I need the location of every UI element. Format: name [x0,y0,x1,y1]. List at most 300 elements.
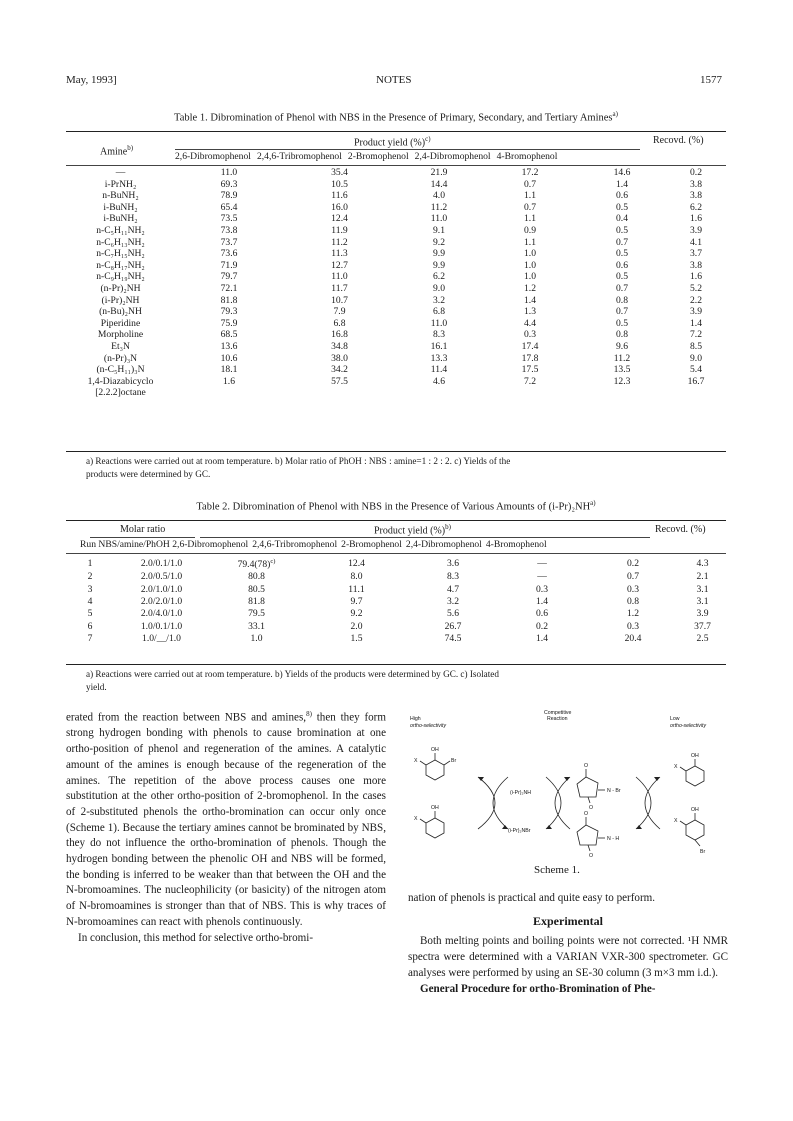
value-cell: 11.9 [331,224,348,236]
value-cell: 4.1 [690,236,702,248]
value-cell: 73.6 [220,248,238,260]
amine-cell: (n-Pr)₂NH [100,282,141,294]
scheme-label-bromoamine: (i-Pr)₂NBr [508,828,531,834]
table1-footnotes: a) Reactions were carried out at room temperature. b) Molar ratio of PhOH : NBS : amine=1 : 2 : 2. c) Yields of the products were determined by GC. [86,456,511,479]
scheme-label-oh-3: OH [691,753,699,759]
value-cell: 1.2 [627,608,639,620]
ratio-cell: 2.0/0.5/1.0 [140,571,183,583]
value-cell: 3.9 [690,224,702,236]
value-cell: 0.5 [616,248,628,260]
table-row [66,571,726,583]
value-cell: 34.8 [331,340,348,352]
value-cell: — [537,557,547,569]
amine-cell: n-BuNH₂ [102,190,139,202]
arrow-center-cycle-2 [555,777,570,829]
value-cell: 12.4 [348,557,365,569]
table-row [66,318,726,330]
table1-bottom-rule [66,451,726,452]
value-cell: 68.5 [220,329,238,341]
table-row [66,202,726,214]
scheme-label-oh-1: OH [431,747,439,753]
scheme-label-high-sel: ortho-selectivity [410,723,447,729]
value-cell: 1.2 [524,282,536,294]
value-cell: 1.4 [616,178,628,190]
value-cell: 13.3 [430,352,448,364]
paragraph-experimental: Both melting points and boiling points were not corrected. ¹H NMR spectra were determined with a VARIAN VXR-300 spectrometer. GC analyses were performed by using an SE-30 column (3 m×3 mm i.d.). [408,935,728,979]
running-header-title: NOTES [376,74,412,86]
value-cell: 74.5 [444,632,462,644]
value-cell: 57.5 [331,375,348,387]
value-cell: 1.0 [524,271,536,283]
arrowhead-1 [478,777,484,781]
scheme-caption: Scheme 1. [534,864,580,876]
run-cell: 7 [87,632,93,644]
value-cell: 1.1 [524,236,536,248]
table-row [66,225,726,237]
value-cell: 9.2 [350,608,363,620]
value-cell: $79.4(78)^{c)}$ [237,558,276,571]
amine-cell: [2.2.2]octane [95,387,146,399]
table-row [66,341,726,353]
value-cell: 3.6 [447,557,459,569]
value-cell: 11.0 [430,213,448,225]
value-cell: 71.9 [220,259,238,271]
run-cell: 2 [87,571,93,583]
value-cell: 5.6 [447,608,459,620]
table-row [66,329,726,341]
value-cell [666,387,726,399]
table2-subheader: 2,6-Dibromophenol [172,539,249,550]
value-cell: 6.8 [333,317,346,329]
run-cell: 6 [87,620,93,632]
value-cell: 1.6 [690,213,702,225]
table2 [66,556,726,645]
value-cell: 16.1 [430,340,448,352]
scheme-label-x-4: X [674,818,678,824]
amine-cell: i-BuNH₂ [103,201,138,213]
value-cell: 9.1 [433,224,445,236]
table-row [66,295,726,307]
table1-subheader: 2,4,6-Tribromophenol [256,151,342,162]
value-cell: 1.4 [536,596,548,608]
value-cell: 0.5 [616,317,628,329]
value-cell: 78.9 [220,190,238,202]
value-cell: 0.4 [616,213,628,225]
table1-subheader: 2-Bromophenol [347,151,409,162]
section-heading-experimental: Experimental [533,913,603,928]
value-cell: 3.8 [690,259,702,271]
value-cell: 11.7 [331,282,348,294]
value-cell: 0.2 [536,620,548,632]
value-cell: 72.1 [220,282,238,294]
value-cell: 0.7 [524,201,536,213]
value-cell: 8.3 [433,329,445,341]
scheme-label-br-2: Br [700,849,706,855]
value-cell: 1.0 [524,259,536,271]
scheme-label-oh-2: OH [431,805,439,811]
scheme-label-x-3: X [674,764,678,770]
value-cell: 0.3 [536,583,548,595]
ratio-cell: 2.0/1.0/1.0 [140,583,183,595]
table-row [66,237,726,249]
succinimide-ring-nbs [577,777,598,797]
value-cell: 73.8 [220,224,238,236]
value-cell: 3.8 [690,190,702,202]
arrowhead-4 [564,777,570,781]
value-cell [396,387,482,399]
table-row [66,621,726,633]
value-cell: 10.6 [220,352,238,364]
amine-cell: — [115,167,126,178]
value-cell: 7.2 [524,375,536,387]
scheme-label-oh-4: OH [691,807,699,813]
value-cell: 6.8 [433,306,445,318]
table1-subheader: 2,4-Dibromophenol [414,151,491,162]
value-cell: 11.4 [430,364,448,376]
value-cell: 81.8 [248,596,265,608]
table1-subheader: 4-Bromophenol [496,151,558,162]
table-row [66,306,726,318]
succinimide-ring-nh [577,825,598,845]
arrowhead-3 [546,825,552,829]
value-cell: 10.7 [331,294,348,306]
value-cell: 17.4 [521,340,539,352]
value-cell: 0.2 [690,167,702,178]
value-cell: 20.4 [624,632,642,644]
amine-cell: n-C₅H₁₁NH₂ [96,224,145,236]
value-cell: 18.1 [220,364,238,376]
value-cell: 7.2 [690,329,702,341]
table-row [66,364,726,376]
value-cell: 69.3 [220,178,238,190]
table-row [66,633,726,645]
value-cell: 1.4 [524,294,536,306]
table-row [66,283,726,295]
value-cell: 0.6 [616,259,628,271]
paragraph-general-procedure: General Procedure for ortho-Bromination of Phe- [420,982,656,995]
page-number: 1577 [700,74,722,86]
table1-subheaders [175,151,557,162]
arrow-right-cycle [636,777,651,829]
scheme-label-o-1: O [584,763,589,769]
amine-cell: Morpholine [97,329,144,341]
value-cell: 8.0 [350,571,363,583]
value-cell: 38.0 [331,352,348,364]
value-cell: 8.3 [447,571,459,583]
value-cell: 65.4 [220,201,238,213]
benzene-ring-top-right [686,766,704,786]
value-cell: 14.6 [613,167,631,178]
table1-header-rule [66,165,726,166]
value-cell: 12.7 [331,259,348,271]
value-cell: 1.3 [524,306,536,318]
value-cell: 1.1 [524,190,536,202]
value-cell: 11.3 [331,248,348,260]
value-cell: 2.0 [350,620,363,632]
value-cell: 11.2 [613,352,631,364]
value-cell: — [537,571,547,583]
value-cell [578,387,666,399]
table-row [66,213,726,225]
ratio-cell: 2.0/2.0/1.0 [140,596,183,608]
table1 [66,167,726,399]
table1-recovd-header: Recovd. (%) [653,135,704,146]
value-cell: 12.4 [331,213,348,225]
value-cell: 11.1 [348,583,365,595]
value-cell: 7.9 [333,306,346,318]
amine-cell: n-C₇H₁₅NH₂ [96,248,145,260]
value-cell: 11.0 [331,271,348,283]
table2-molar-header: Molar ratio [120,524,166,535]
paragraph-2: In conclusion, this method for selective ortho-bromi- [78,931,314,944]
table1-caption: Table 1. Dibromination of Phenol with NBS in the Presence of Primary, Secondary, and Tertiary Amines$^{a)}$ [174,110,618,124]
table2-bottom-rule [66,664,726,665]
value-cell: 9.7 [350,596,363,608]
value-cell: 37.7 [694,620,711,632]
value-cell: 5.2 [690,282,702,294]
value-cell: 3.7 [690,248,702,260]
value-cell: 0.9 [524,224,536,236]
table1-yield-rule [175,149,640,150]
value-cell: 0.8 [616,329,628,341]
value-cell: 73.7 [220,236,238,248]
scheme-label-reaction: Reaction [547,716,568,722]
value-cell: 0.6 [536,608,548,620]
amine-cell: Et₃N [111,340,130,352]
value-cell: 80.8 [248,571,265,583]
table2-top-rule [66,520,726,521]
value-cell: 1.6 [690,271,702,283]
table2-yield-header: Product yield (%)$^{b)}$ [374,523,451,537]
table-row [66,376,726,388]
value-cell: 5.4 [690,364,702,376]
scheme-label-o-2: O [589,805,594,811]
table-row [66,584,726,596]
value-cell: 1.6 [223,375,235,387]
value-cell: 4.6 [433,375,445,387]
value-cell: 2.5 [696,632,709,644]
value-cell: 16.0 [331,201,348,213]
ratio-cell: 1.0/__/1.0 [142,632,181,644]
value-cell: 3.8 [690,178,702,190]
table2-header-rule [66,553,726,554]
benzene-ring-bottom-left [426,818,444,838]
amine-cell: n-C₉H₁₉NH₂ [96,271,145,283]
left-column-text [66,707,386,946]
value-cell: 0.3 [524,329,536,341]
value-cell: 1.4 [690,317,702,329]
table1-top-rule [66,131,726,132]
table-row [66,387,726,399]
table-row [66,260,726,272]
value-cell: 79.7 [220,271,238,283]
amine-cell: (i-Pr)₂NH [101,294,140,306]
value-cell: 6.2 [690,201,702,213]
value-cell: 3.2 [447,596,459,608]
value-cell: 3.1 [696,583,709,595]
table-row [66,248,726,260]
value-cell: 0.7 [616,306,628,318]
scheme-label-low: Low [670,716,680,722]
ratio-cell: 2.0/0.1/1.0 [140,557,183,569]
value-cell: 3.2 [433,294,445,306]
value-cell: 1.0 [250,632,263,644]
value-cell: 21.9 [430,167,448,178]
value-cell: 9.9 [433,248,445,260]
value-cell: 0.3 [627,583,639,595]
value-cell: 0.8 [627,596,639,608]
value-cell: 35.4 [331,167,348,178]
ratio-cell: 1.0/0.1/1.0 [140,620,183,632]
value-cell: 12.3 [613,375,631,387]
value-cell [175,387,283,399]
value-cell: 79.5 [248,608,265,620]
value-cell: 0.5 [616,201,628,213]
value-cell: 9.6 [616,340,628,352]
value-cell: 4.4 [524,317,536,329]
table2-subheader: 2-Bromophenol [341,539,402,550]
value-cell: 11.2 [430,201,448,213]
value-cell: 2.2 [690,294,702,306]
table-row [66,271,726,283]
value-cell: 17.8 [521,352,539,364]
table2-subheaders: Run NBS/amine/PhOH 2,6-Dibromophenol 2,4,6-Tribromophenol 2-Bromophenol 2,4-Dibromophenol 4-Bromophenol [80,539,547,550]
value-cell: 0.8 [616,294,628,306]
amine-cell: n-C₈H₁₇NH₂ [96,259,145,271]
paragraph-continuation: nation of phenols is practical and quite easy to perform. [408,892,656,904]
value-cell: 0.6 [616,190,628,202]
table1-yield-header: Product yield (%)$^{c)}$ [354,135,431,149]
value-cell: 1.5 [350,632,363,644]
table-row [66,608,726,620]
value-cell: 3.1 [696,596,709,608]
table2-caption: Table 2. Dibromination of Phenol with NBS in the Presence of Various Amounts of (i-Pr)₂NH$^{a)}$ [196,499,596,513]
table2-subheader: 4-Bromophenol [485,539,547,550]
value-cell: 1.4 [536,632,548,644]
amine-cell: i-BuNH₂ [103,213,138,225]
value-cell: 9.2 [433,236,445,248]
value-cell: 73.5 [220,213,238,225]
scheme-label-amine: (i-Pr)₂NH [510,790,532,796]
value-cell: 0.5 [616,224,628,236]
value-cell: 0.2 [627,557,639,569]
value-cell: 0.5 [616,271,628,283]
amine-cell: (n-Pr)₃N [103,352,138,364]
value-cell: 4.3 [696,557,709,569]
table2-subheader: 2,4,6-Tribromophenol [252,539,338,550]
value-cell: 3.9 [690,306,702,318]
footnote-marker: c) [270,558,276,565]
value-cell: 9.9 [433,259,445,271]
value-cell: 13.5 [613,364,631,376]
scheme-1-diagram [408,705,728,865]
right-column-text [408,891,728,997]
value-cell: 10.5 [331,178,348,190]
value-cell [482,387,578,399]
table-row [66,179,726,191]
amine-cell: Piperidine [100,317,141,329]
table2-footnotes: a) Reactions were carried out at room temperature. b) Yields of the products were determined by GC. c) Isolated yield. [86,669,499,692]
table-row [66,167,726,179]
table-row [66,556,726,571]
table2-yield-rule [200,537,650,538]
table2-recovd-header: Recovd. (%) [655,524,706,535]
value-cell: 1.0 [524,248,536,260]
scheme-label-x-1: X [414,758,418,764]
value-cell: 33.1 [248,620,265,632]
arrow-left-cycle [478,777,495,829]
value-cell: 9.0 [433,282,445,294]
run-cell: 1 [87,557,93,569]
arrowhead-5 [636,825,642,829]
value-cell: 0.7 [524,178,536,190]
value-cell: 3.9 [696,608,709,620]
value-cell: 16.7 [687,375,705,387]
value-cell: 1.1 [524,213,536,225]
table2-molar-rule [90,537,195,538]
table1-amine-header: Amine$^{b)}$ [100,144,134,158]
value-cell: 34.2 [331,364,348,376]
scheme-label-x-2: X [414,816,418,822]
amine-cell: i-PrNH₂ [104,178,137,190]
value-cell: 75.9 [220,317,238,329]
scheme-label-o-3: O [584,811,589,817]
run-cell: 3 [87,583,93,595]
run-cell: 4 [87,596,93,608]
ratio-cell: 2.0/4.0/1.0 [140,608,183,620]
value-cell: 11.2 [331,236,348,248]
arrowhead-6 [654,777,660,781]
value-cell: 11.0 [220,167,238,178]
scheme-label-o-4: O [589,853,594,859]
value-cell: 9.0 [690,352,702,364]
value-cell: 0.7 [627,571,639,583]
amine-cell: n-C₆H₁₃NH₂ [96,236,145,248]
scheme-label-nbr: N - Br [607,788,621,794]
table1-subheader: 2,6-Dibromophenol [175,151,251,162]
value-cell: 17.2 [521,167,539,178]
value-cell: 81.8 [220,294,238,306]
value-cell: 0.3 [627,620,639,632]
value-cell: 26.7 [444,620,462,632]
value-cell: 80.5 [248,583,265,595]
table-row [66,596,726,608]
value-cell: 4.7 [447,583,459,595]
value-cell: 2.1 [696,571,709,583]
value-cell: 11.6 [331,190,348,202]
amine-cell: 1,4-Diazabicyclo [87,375,154,387]
amine-cell: (n-C₅H₁₁)₃N [96,364,145,376]
benzene-ring-bottom-right [686,820,704,840]
value-cell: 17.5 [521,364,539,376]
value-cell: 8.5 [690,340,702,352]
table-row [66,353,726,365]
scheme-label-low-sel: ortho-selectivity [670,723,707,729]
value-cell: 0.7 [616,236,628,248]
table-row [66,190,726,202]
value-cell: 0.7 [616,282,628,294]
amine-cell: (n-Bu)₂NH [99,306,142,318]
scheme-label-br-1: Br [451,758,457,764]
benzene-ring-top-left [426,760,444,780]
value-cell: 14.4 [430,178,448,190]
run-cell: 5 [87,608,93,620]
scheme-label-nh: N - H [607,836,620,842]
table2-subheader: 2,4-Dibromophenol [405,539,482,550]
scheme-label-high: High [410,716,421,722]
value-cell: 6.2 [433,271,445,283]
paragraph-1: erated from the reaction between NBS and amines,$^{8)}$ then they form strong hydrogen bonding with phenols to cause bromination at one ortho-position of phenol and regeneration of the amines. A catalytic amount of the amines is enough because of the regeneration of the amines. The repetition of the above process causes one more substitution at the other ortho-position of 2-bromophenol. In the cases of 2-substituted phenols the ortho-bromination can occur only once (Scheme 1). Because the tertiary amines cannot be brominated by NBS, they do not influence the ortho-bromination of phenols. Though the hydrogen bonding between the phenolic OH and NBS will be formed, the bonding is inferred to be weaker than that between the OH and the N-bromoamines. The nucleophilicity (or basicity) of the nitrogen atom of N-bromoamines is stronger than that of NBS. This is why traces of N-bromoamines can react with phenols continuously. [66,710,387,928]
